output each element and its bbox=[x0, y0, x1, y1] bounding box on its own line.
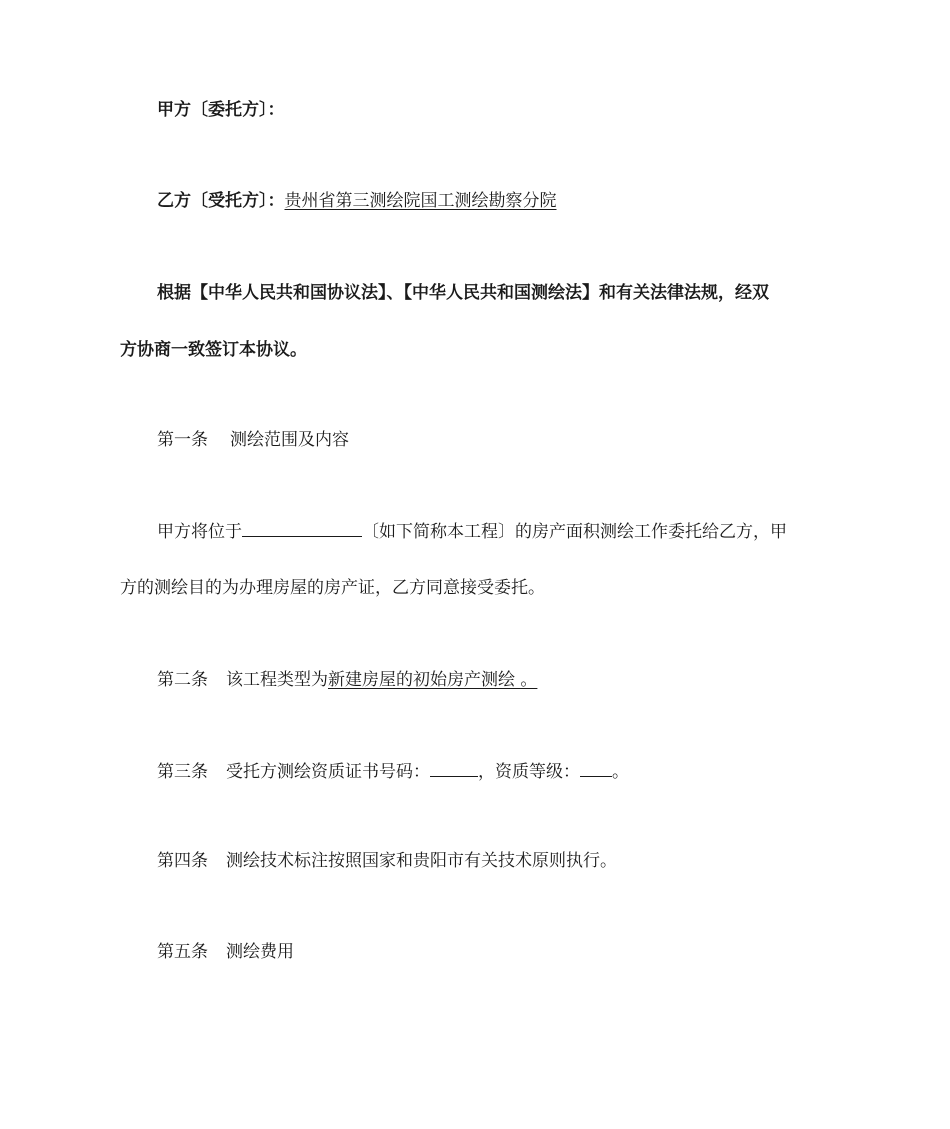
article-1-number: 第一条 bbox=[157, 430, 208, 450]
article-1-body-line-1 bbox=[157, 519, 877, 544]
location-blank bbox=[242, 519, 362, 537]
article-3-text-3: 。 bbox=[612, 762, 629, 782]
article-1-heading bbox=[157, 428, 877, 452]
preamble-text-1: 根据【中华人民共和国协议法】、【中华人民共和国测绘法】和有关法律法规，经双 bbox=[157, 283, 769, 303]
article-4-number: 第四条 bbox=[157, 851, 208, 871]
preamble-line-2 bbox=[120, 338, 840, 362]
certificate-number-blank bbox=[430, 759, 478, 777]
article-5-number: 第五条 bbox=[157, 942, 208, 962]
article-1-body-text-2: 方的测绘目的为办理房屋的房产证，乙方同意接受委托。 bbox=[120, 578, 545, 598]
article-1-body-part2: 〔如下简称本工程〕的房产面积测绘工作委托给乙方，甲 bbox=[362, 522, 787, 542]
article-4-line bbox=[157, 849, 877, 873]
preamble-text-2: 方协商一致签订本协议。 bbox=[120, 340, 307, 360]
article-5-text: 测绘费用 bbox=[226, 942, 294, 962]
party-b-label: 乙方〔受托方〕： bbox=[157, 191, 285, 211]
article-4-text: 测绘技术标注按照国家和贵阳市有关技术原则执行。 bbox=[226, 851, 617, 871]
party-b-line bbox=[157, 189, 877, 213]
article-2-project-type: 新建房屋的初始房产测绘 。 bbox=[328, 670, 538, 690]
article-1-body-line-2 bbox=[120, 576, 840, 600]
article-3-number: 第三条 bbox=[157, 762, 208, 782]
article-1-title: 测绘范围及内容 bbox=[230, 430, 349, 450]
article-1-body-part1: 甲方将位于 bbox=[157, 522, 242, 542]
article-3-line bbox=[157, 759, 877, 784]
article-2-line bbox=[157, 668, 877, 692]
party-a-line bbox=[157, 98, 877, 122]
article-5-line bbox=[157, 940, 877, 964]
article-2-number: 第二条 bbox=[157, 670, 208, 690]
article-3-text-2: ，资质等级： bbox=[478, 762, 580, 782]
article-2-text: 该工程类型为 bbox=[226, 670, 328, 690]
article-3-text-1: 受托方测绘资质证书号码： bbox=[226, 762, 430, 782]
party-a-label: 甲方〔委托方〕： bbox=[157, 100, 285, 120]
qualification-level-blank bbox=[580, 759, 612, 777]
party-b-name: 贵州省第三测绘院国工测绘勘察分院 bbox=[284, 191, 557, 211]
preamble-line-1 bbox=[157, 281, 877, 305]
